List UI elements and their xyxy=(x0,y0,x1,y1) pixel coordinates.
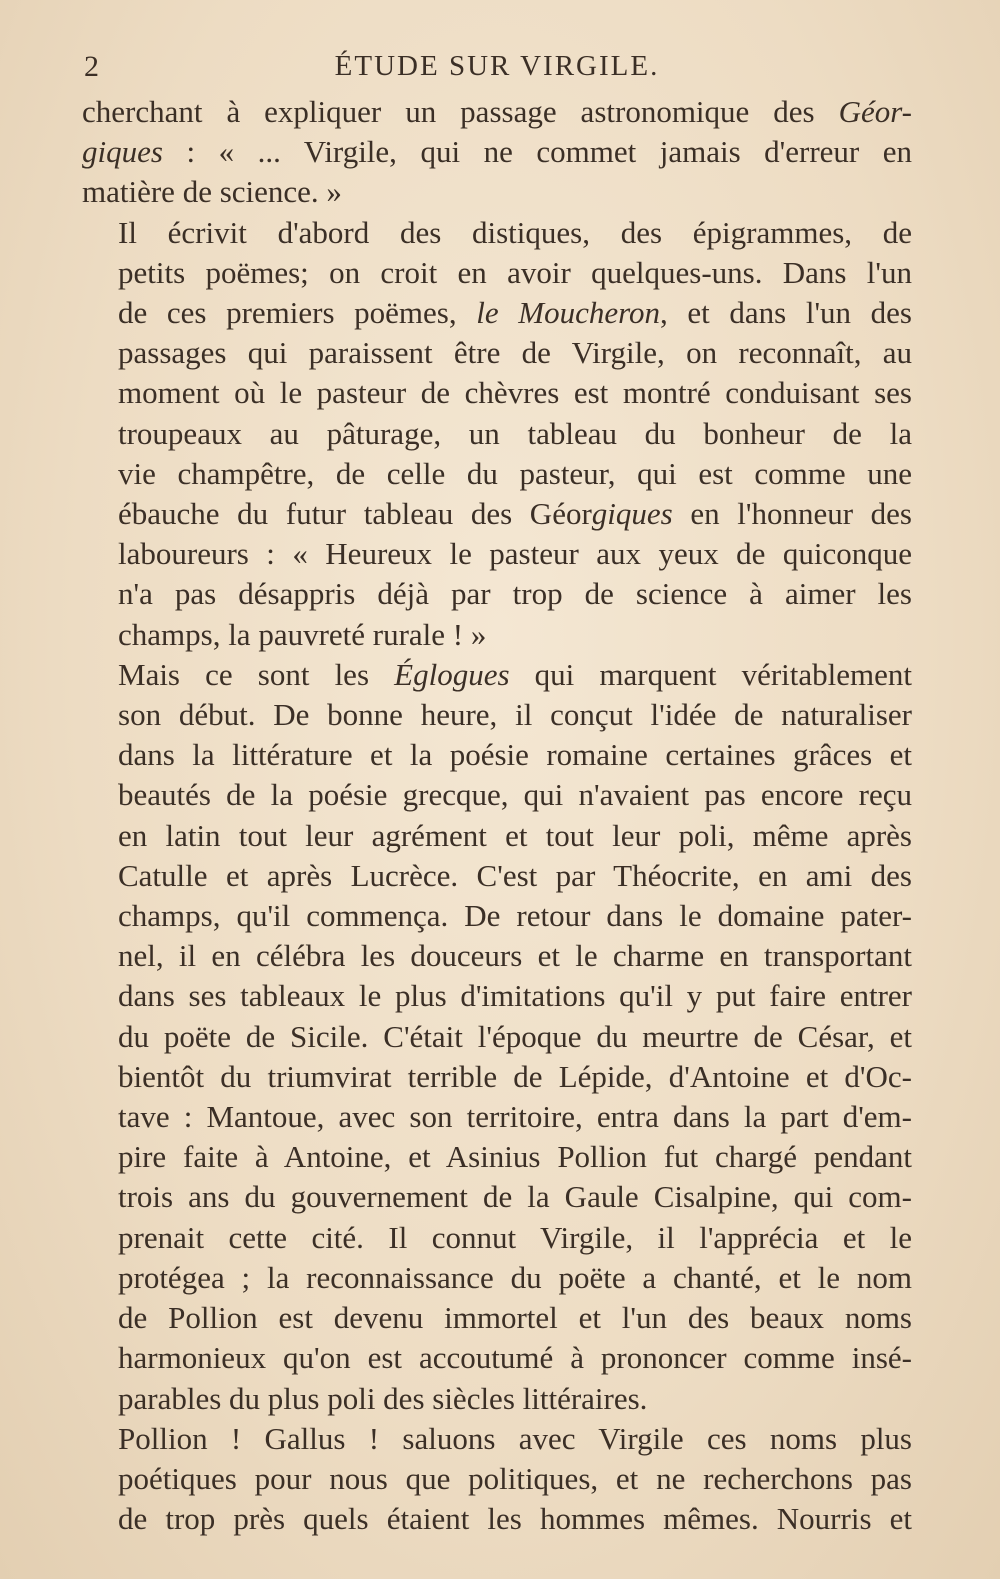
text-line: prenait cette cité. Il connut Virgile, il l'apprécia et le xyxy=(118,1219,912,1255)
text-line: de Pollion est devenu immortel et l'un des beaux noms xyxy=(118,1300,912,1336)
text-line: pire faite à Antoine, et Asinius Pollion fut chargé pendant xyxy=(118,1139,912,1175)
text-line: moment où le pasteur de chèvres est montré conduisant ses xyxy=(118,375,912,411)
text-line: vie champêtre, de celle du pasteur, qui est comme une xyxy=(118,455,912,491)
text-line: petits poëmes; on croit en avoir quelques-uns. Dans l'un xyxy=(118,254,912,290)
text-line: Catulle et après Lucrèce. C'est par Théocrite, en ami des xyxy=(118,857,912,893)
book-page xyxy=(82,44,912,1539)
text-line: Il écrivit d'abord des distiques, des épigrammes, de xyxy=(118,214,912,250)
text-line: bientôt du triumvirat terrible de Lépide, d'Antoine et d'Oc- xyxy=(118,1058,912,1094)
page-header xyxy=(82,44,912,92)
paragraph-1 xyxy=(82,92,912,213)
text-line: Pollion ! Gallus ! saluons avec Virgile ces noms plus xyxy=(118,1420,912,1456)
running-title: ÉTUDE SUR VIRGILE. xyxy=(334,50,660,82)
text-line: son début. De bonne heure, il conçut l'idée de naturaliser xyxy=(118,697,912,733)
text-line: dans la littérature et la poésie romaine certaines grâces et xyxy=(118,737,912,773)
text-line: passages qui paraissent être de Virgile, on reconnaît, au xyxy=(118,335,912,371)
text-line: Mais ce sont les Églogues qui marquent véritablement xyxy=(118,656,912,692)
text-line: laboureurs : « Heureux le pasteur aux yeux de quiconque xyxy=(118,536,912,572)
text-line: de trop près quels étaient les hommes mêmes. Nourris et xyxy=(118,1501,912,1537)
paragraph-2 xyxy=(82,213,912,655)
text-line: parables du plus poli des siècles littéraires. xyxy=(118,1380,648,1416)
text-line: protégea ; la reconnaissance du poëte a chanté, et le nom xyxy=(118,1259,912,1295)
text-line: matière de science. » xyxy=(82,174,342,210)
text-line: tave : Mantoue, avec son territoire, entra dans la part d'em- xyxy=(118,1099,912,1135)
text-line: troupeaux au pâturage, un tableau du bonheur de la xyxy=(118,415,912,451)
body-text xyxy=(82,92,912,1539)
text-line: en latin tout leur agrément et tout leur poli, même après xyxy=(118,817,912,853)
page-number: 2 xyxy=(84,50,99,83)
text-line: champs, la pauvreté rurale ! » xyxy=(118,616,487,652)
text-line: champs, qu'il commença. De retour dans le domaine pater- xyxy=(118,898,912,934)
text-line: cherchant à expliquer un passage astronomique des Géor- xyxy=(82,94,912,129)
text-line: de ces premiers poëmes, le Moucheron, et dans l'un des xyxy=(118,295,912,331)
text-line: poétiques pour nous que politiques, et ne recherchons pas xyxy=(118,1460,912,1496)
text-line: beautés de la poésie grecque, qui n'avaient pas encore reçu xyxy=(118,777,912,813)
text-line: ébauche du futur tableau des Géorgiques en l'honneur des xyxy=(118,496,912,532)
text-line: du poëte de Sicile. C'était l'époque du meurtre de César, et xyxy=(118,1018,912,1054)
paragraph-4 xyxy=(82,1419,912,1540)
paragraph-3 xyxy=(82,655,912,1419)
text-line: trois ans du gouvernement de la Gaule Cisalpine, qui com- xyxy=(118,1179,912,1215)
text-line: harmonieux qu'on est accoutumé à prononcer comme insé- xyxy=(118,1340,912,1376)
text-line: giques : « ... Virgile, qui ne commet jamais d'erreur en xyxy=(82,134,912,170)
text-line: nel, il en célébra les douceurs et le charme en transportant xyxy=(118,938,912,974)
text-line: n'a pas désappris déjà par trop de science à aimer les xyxy=(118,576,912,612)
text-line: dans ses tableaux le plus d'imitations qu'il y put faire entrer xyxy=(118,978,912,1014)
